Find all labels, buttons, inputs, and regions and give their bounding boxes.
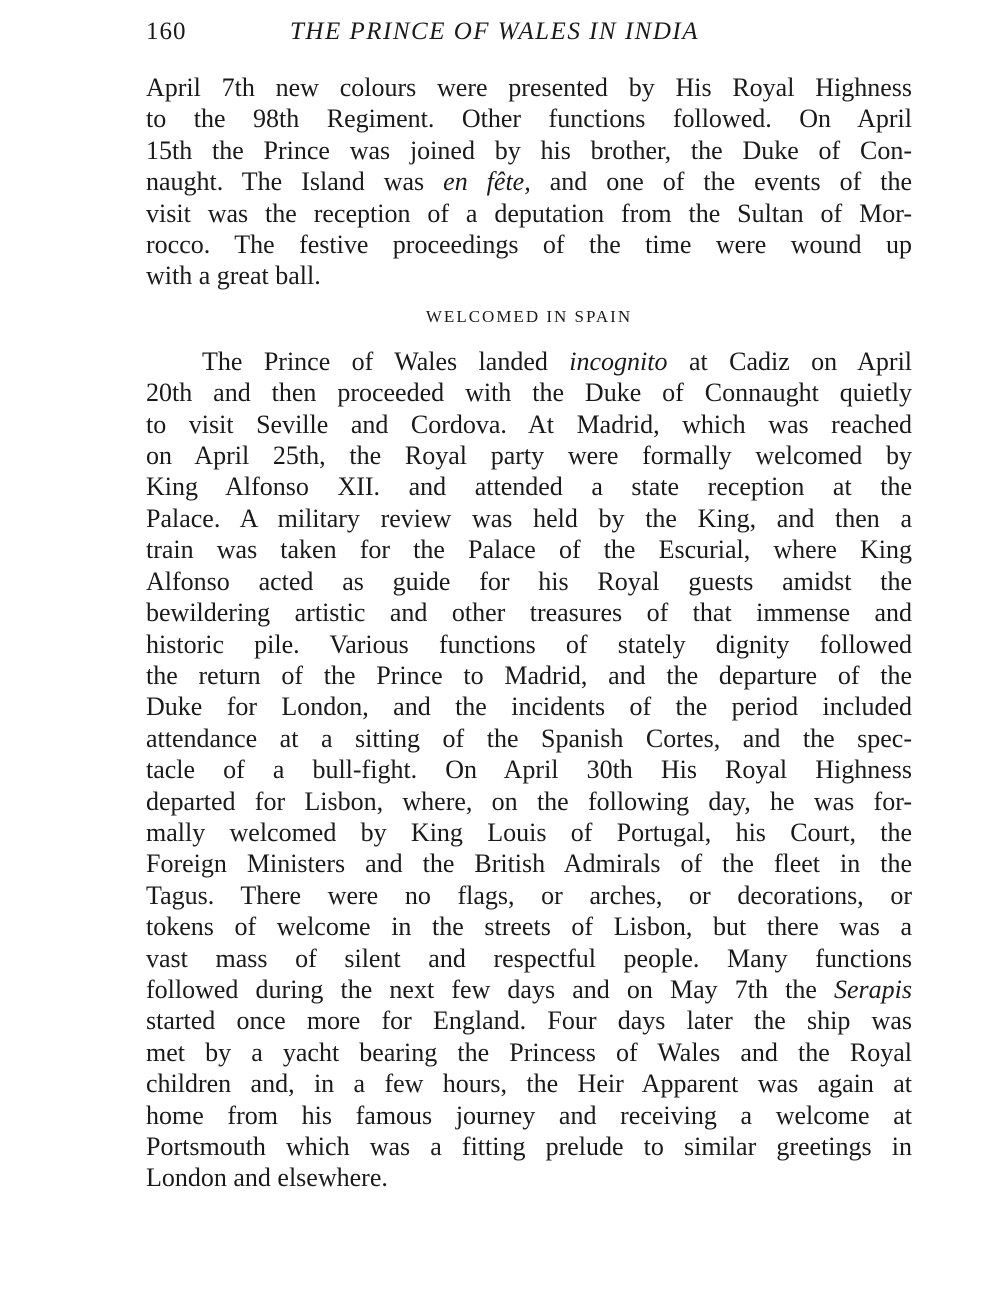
text-run: The Prince of Wales landed <box>202 346 548 376</box>
text-line: Tagus. There were no flags, or arches, or decorations, or <box>146 880 912 910</box>
paragraph-1 <box>146 72 912 292</box>
running-title: THE PRINCE OF WALES IN INDIA <box>290 18 699 45</box>
text-line: to the 98th Regiment. Other functions followed. On April <box>146 104 912 134</box>
text-line: tacle of a bull-fight. On April 30th His Royal Highness <box>146 755 912 785</box>
text-line: vast mass of silent and respectful people. Many functions <box>146 943 912 973</box>
text-line: April 7th new colours were presented by His Royal Highness <box>146 73 912 102</box>
text-line: train was taken for the Palace of the Escurial, where King <box>146 535 912 565</box>
text-line: Duke for London, and the incidents of the period included <box>146 692 912 722</box>
text-run: followed during the next few days and on May 7th the <box>146 974 817 1004</box>
text-line: rocco. The festive proceedings of the time were wound up <box>146 230 912 260</box>
text-run: and one of the events of the <box>549 167 912 197</box>
text-line: children and, in a few hours, the Heir Apparent was again at <box>146 1069 912 1099</box>
text-run: naught. The Island was <box>146 167 425 197</box>
text-line: visit was the reception of a deputation from the Sultan of Mor- <box>146 198 912 228</box>
paragraph-2 <box>146 346 912 1194</box>
italic-term: en fête, <box>443 167 531 197</box>
text-line: to visit Seville and Cordova. At Madrid, which was reached <box>146 409 912 439</box>
italic-ship-name: Serapis <box>834 974 912 1004</box>
running-header <box>146 14 912 50</box>
text-line: mally welcomed by King Louis of Portugal, his Court, the <box>146 817 912 847</box>
page-number: 160 <box>146 18 187 45</box>
text-line <box>146 166 912 197</box>
text-line: 15th the Prince was joined by his brother, the Duke of Con- <box>146 135 912 165</box>
text-line: departed for Lisbon, where, on the following day, he was for- <box>146 786 912 816</box>
text-line: King Alfonso XII. and attended a state reception at the <box>146 472 912 502</box>
text-line: met by a yacht bearing the Princess of Wales and the Royal <box>146 1037 912 1067</box>
text-line: Palace. A military review was held by the King, and then a <box>146 503 912 533</box>
text-run: at Cadiz on April <box>688 346 913 376</box>
text-line: 20th and then proceeded with the Duke of Connaught quietly <box>146 378 912 408</box>
text-line: Foreign Ministers and the British Admirals of the fleet in the <box>146 849 912 879</box>
text-line <box>146 346 912 377</box>
text-line: attendance at a sitting of the Spanish Cortes, and the spec- <box>146 723 912 753</box>
text-line: London and elsewhere. <box>146 1163 388 1193</box>
text-line: bewildering artistic and other treasures of that immense and <box>146 598 912 628</box>
text-line: on April 25th, the Royal party were formally welcomed by <box>146 441 912 471</box>
text-line: Portsmouth which was a fitting prelude to similar greetings in <box>146 1132 912 1161</box>
text-line <box>146 974 912 1005</box>
text-line: the return of the Prince to Madrid, and the departure of the <box>146 660 912 690</box>
text-line: with a great ball. <box>146 261 321 291</box>
text-line: home from his famous journey and receiving a welcome at <box>146 1100 912 1130</box>
section-heading: WELCOMED IN SPAIN <box>425 306 633 326</box>
text-line: tokens of welcome in the streets of Lisbon, but there was a <box>146 912 912 942</box>
body-text <box>146 72 912 1194</box>
italic-term: incognito <box>569 346 668 376</box>
text-line: historic pile. Various functions of stately dignity followed <box>146 629 912 659</box>
text-line: Alfonso acted as guide for his Royal guests amidst the <box>146 566 912 596</box>
text-line: started once more for England. Four days later the ship was <box>146 1006 912 1036</box>
